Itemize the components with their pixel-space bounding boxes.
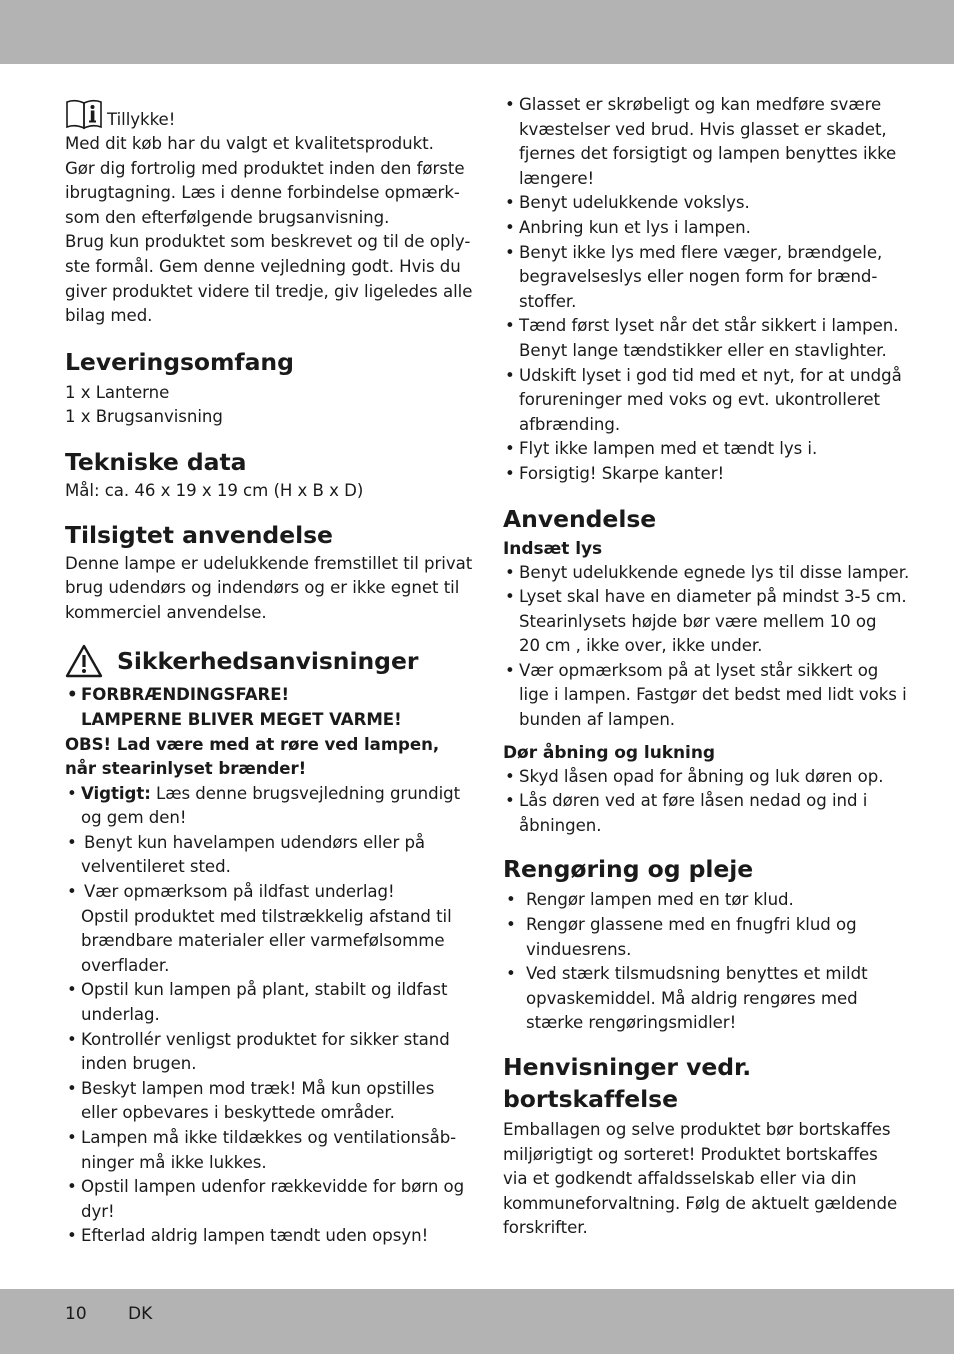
text-line: længere!: [519, 168, 595, 188]
list-item: [505, 364, 902, 438]
text-line: Lampen må ikke tildækkes og ventilationsåb-: [81, 1128, 457, 1147]
text-line: Flyt ikke lampen med et tændt lys i.: [519, 439, 818, 459]
text-line: Skyd låsen opad for åbning og luk døren op.: [519, 766, 884, 786]
text-line: kommerciel anvendelse.: [65, 602, 267, 622]
bullet: •: [505, 791, 515, 811]
bullet: •: [67, 1128, 77, 1147]
bullet: •: [505, 242, 515, 262]
list-item: [505, 314, 899, 363]
list-item: [505, 241, 893, 315]
list-item: [67, 1175, 465, 1224]
subheading-dor-abning: Dør åbning og lukning: [503, 742, 716, 763]
warning-line: når stearinlyset brænder!: [65, 759, 307, 779]
text-line: Rengør lampen med en tør klud.: [526, 890, 794, 910]
text-line: Benyt ikke lys med flere væger, brændgele,: [519, 242, 883, 262]
bullet: •: [67, 832, 77, 852]
bullet: •: [67, 1177, 77, 1197]
list-item: [505, 789, 893, 838]
bullet: •: [67, 1078, 77, 1098]
list-item: [505, 765, 893, 790]
heading-tilsigtet-anvendelse: Tilsigtet anvendelse: [65, 520, 333, 549]
text-line: Vær opmærksom på ildfast underlag!: [84, 882, 395, 902]
text-line: giver produktet videre til tredje, giv ligeledes alle: [65, 281, 473, 301]
intro-label: Tillykke!: [107, 110, 176, 129]
right-column: [503, 93, 910, 1241]
bullet: •: [505, 193, 515, 213]
text-line: begravelseslys eller nogen form for brænd-: [519, 267, 878, 287]
bullet: •: [506, 915, 516, 935]
text-line: Udskift lyset i god tid med et nyt, for at undgå: [519, 365, 902, 385]
bullet: •: [505, 587, 515, 607]
text-line: 20 cm , ikke over, ikke under.: [519, 636, 763, 656]
text-line: bunden af lampen.: [519, 710, 676, 730]
list-item: [505, 585, 907, 659]
text-line: brug udendørs og indendørs og er ikke egnet til: [65, 578, 460, 598]
list-item: [505, 216, 893, 241]
text-line: fjernes det forsigtigt og lampen benyttes ikke: [519, 144, 897, 164]
text-line: Glasset er skrøbeligt og kan medføre svære: [519, 95, 882, 114]
text-line: Forsigtig! Skarpe kanter!: [519, 463, 725, 483]
heading-bortskaffelse: [503, 1052, 893, 1114]
text-line: åbningen.: [519, 815, 602, 835]
text-line: Tænd først lyset når det står sikkert i lampen.: [519, 316, 899, 336]
text-line: og gem den!: [81, 808, 187, 828]
text-line: bilag med.: [65, 306, 153, 326]
subheading-indsaet-lys: Indsæt lys: [503, 538, 603, 559]
text-line: kommuneforvaltning. Følg de aktuelt gældende: [503, 1193, 898, 1213]
text-line: vinduesrens.: [526, 939, 632, 959]
text-line: ibrugtagning. Læs i denne forbindelse opmærk-: [65, 183, 460, 203]
bortskaffelse-paragraph: [503, 1118, 898, 1241]
text-line: stoffer.: [519, 291, 577, 311]
heading-leveringsomfang: Leveringsomfang: [65, 347, 294, 376]
heading-sikkerhedsanvisninger: Sikkerhedsanvisninger: [117, 647, 419, 676]
text-line: Beskyt lampen mod træk! Må kun opstilles: [81, 1078, 435, 1098]
bullet: •: [67, 685, 78, 705]
left-column: [65, 96, 473, 1249]
heading-rengoring: Rengøring og pleje: [503, 855, 754, 884]
text-line: miljørigtigt og sorteret! Produktet bortskaffes: [503, 1144, 878, 1164]
text-line: Benyt udelukkende vokslys.: [519, 193, 750, 213]
list-item: [67, 1028, 460, 1077]
intro-header: [65, 96, 460, 130]
warning-item: [65, 683, 460, 708]
text-line: overflader.: [81, 955, 170, 975]
text-line: ninger må ikke lukkes.: [81, 1152, 267, 1172]
text-line: via et godkendt affaldsselskab eller via din: [503, 1169, 857, 1189]
heading-anvendelse: Anvendelse: [503, 504, 657, 533]
safety-list: [65, 782, 465, 1249]
header-band: [0, 0, 954, 64]
list-item: [505, 93, 897, 191]
safety-list-continued: [503, 93, 902, 487]
heading-tekniske-data: Tekniske data: [65, 447, 247, 476]
list-item: [506, 888, 893, 913]
text-line: dyr!: [81, 1201, 115, 1221]
list-item: [505, 462, 893, 487]
text-line: velventileret sted.: [81, 857, 231, 877]
text-line: Rengør glassene med en fnugfri klud og: [526, 915, 857, 935]
bullet: •: [67, 980, 77, 1000]
bullet: •: [505, 316, 515, 336]
text-line: som den efterfølgende brugsanvisning.: [65, 207, 390, 227]
list-item: [506, 962, 893, 1036]
text-line: Vær opmærksom på at lyset står sikkert og: [519, 660, 879, 680]
bullet: •: [506, 964, 516, 984]
text-line: opvaskemiddel. Må aldrig rengøres med: [526, 988, 858, 1008]
bullet: •: [505, 217, 515, 237]
text-line: Ved stærk tilsmudsning benyttes et mildt: [526, 964, 868, 984]
text-line: Benyt lange tændstikker eller en stavlighter.: [519, 340, 887, 360]
text-line: eller opbevares i beskyttede områder.: [81, 1103, 395, 1123]
rengoring-list: [503, 888, 893, 1036]
text-line: forureninger med voks og evt. ukontrolleret: [519, 390, 880, 410]
heading-line: Henvisninger vedr.: [503, 1053, 752, 1081]
text-line: Lås døren ved at føre låsen nedad og ind i: [519, 791, 868, 811]
sikkerhed-header: [65, 641, 460, 681]
list-item: [505, 659, 907, 733]
text-line: forskrifter.: [503, 1218, 588, 1238]
tilsigtet-paragraph: [65, 552, 473, 626]
intro-paragraph: [65, 132, 473, 329]
list-item: [67, 1126, 460, 1175]
list-item: [67, 978, 460, 1027]
text-line: underlag.: [81, 1005, 160, 1025]
list-item: [67, 1224, 460, 1249]
vigtigt-label: Vigtigt:: [81, 783, 151, 803]
text-line: Lyset skal have en diameter på mindst 3-5 cm.: [519, 587, 907, 607]
text-line: Gør dig fortrolig med produktet inden den første: [65, 158, 465, 178]
text-line: Opstil lampen udenfor rækkevidde for børn og: [81, 1177, 465, 1197]
leveringsomfang-list: [65, 381, 460, 430]
bullet: •: [505, 439, 515, 459]
text-line: Med dit køb har du valgt et kvalitetsprodukt.: [65, 134, 434, 153]
text-line: 1 x Brugsanvisning: [65, 407, 223, 427]
text-line: brændbare materialer eller varmefølsomme: [81, 931, 445, 951]
list-item: [67, 782, 461, 831]
page-number: 10: [65, 1304, 87, 1324]
indsaet-lys-list: [503, 561, 910, 733]
list-item: [67, 831, 460, 880]
bullet: •: [505, 463, 515, 483]
text-line: Opstil produktet med tilstrækkelig afstand til: [81, 906, 452, 926]
text-line: 1 x Lanterne: [65, 382, 170, 402]
bullet: •: [67, 1029, 77, 1049]
text-line: Benyt udelukkende egnede lys til disse lamper.: [519, 562, 910, 582]
text-line: Mål: ca. 46 x 19 x 19 cm (H x B x D): [65, 480, 364, 500]
warning-line: LAMPERNE BLIVER MEGET VARME!: [81, 709, 402, 729]
text-line: Brug kun produktet som beskrevet og til de oply-: [65, 232, 471, 252]
language-code: DK: [128, 1304, 153, 1324]
open-book-info-icon: [65, 98, 103, 130]
text-line: Læs denne brugsvejledning grundigt: [156, 783, 461, 803]
text-line: lige i lampen. Fastgør det bedst med lidt voks i: [519, 685, 907, 705]
bullet: •: [67, 783, 77, 803]
warning-line: OBS! Lad være med at røre ved lampen,: [65, 734, 440, 754]
bullet: •: [67, 882, 77, 902]
text-line: kvæstelser ved brud. Hvis glasset er skadet,: [519, 119, 887, 139]
burn-warning: [65, 683, 460, 781]
bullet: •: [505, 95, 515, 114]
list-item: [67, 1077, 460, 1126]
bullet: •: [505, 766, 515, 786]
warning-triangle-icon: [65, 644, 103, 678]
dor-abning-list: [503, 765, 893, 839]
bullet: •: [506, 890, 516, 910]
list-item: [505, 437, 893, 462]
text-line: ste formål. Gem denne vejledning godt. Hvis du: [65, 256, 461, 276]
list-item: [505, 191, 893, 216]
list-item: [506, 913, 893, 962]
text-line: Kontrollér venligst produktet for sikker stand: [81, 1029, 450, 1049]
text-line: Stearinlysets højde bør være mellem 10 og: [519, 611, 877, 631]
text-line: stærke rengøringsmidler!: [526, 1013, 737, 1033]
text-line: Anbring kun et lys i lampen.: [519, 217, 751, 237]
text-line: Benyt kun havelampen udendørs eller på: [84, 832, 426, 852]
text-line: inden brugen.: [81, 1054, 197, 1074]
text-line: Opstil kun lampen på plant, stabilt og ildfast: [81, 980, 448, 1000]
bullet: •: [505, 365, 515, 385]
text-line: Denne lampe er udelukkende fremstillet til privat: [65, 553, 473, 573]
text-line: Emballagen og selve produktet bør bortskaffes: [503, 1120, 891, 1139]
list-item: [505, 561, 910, 586]
bullet: •: [505, 562, 515, 582]
warning-line: FORBRÆNDINGSFARE!: [81, 685, 290, 705]
bullet: •: [67, 1226, 77, 1246]
list-item: [67, 880, 460, 978]
text-line: Efterlad aldrig lampen tændt uden opsyn!: [81, 1226, 429, 1246]
heading-line: bortskaffelse: [503, 1085, 678, 1113]
bullet: •: [505, 660, 515, 680]
text-line: afbrænding.: [519, 414, 621, 434]
